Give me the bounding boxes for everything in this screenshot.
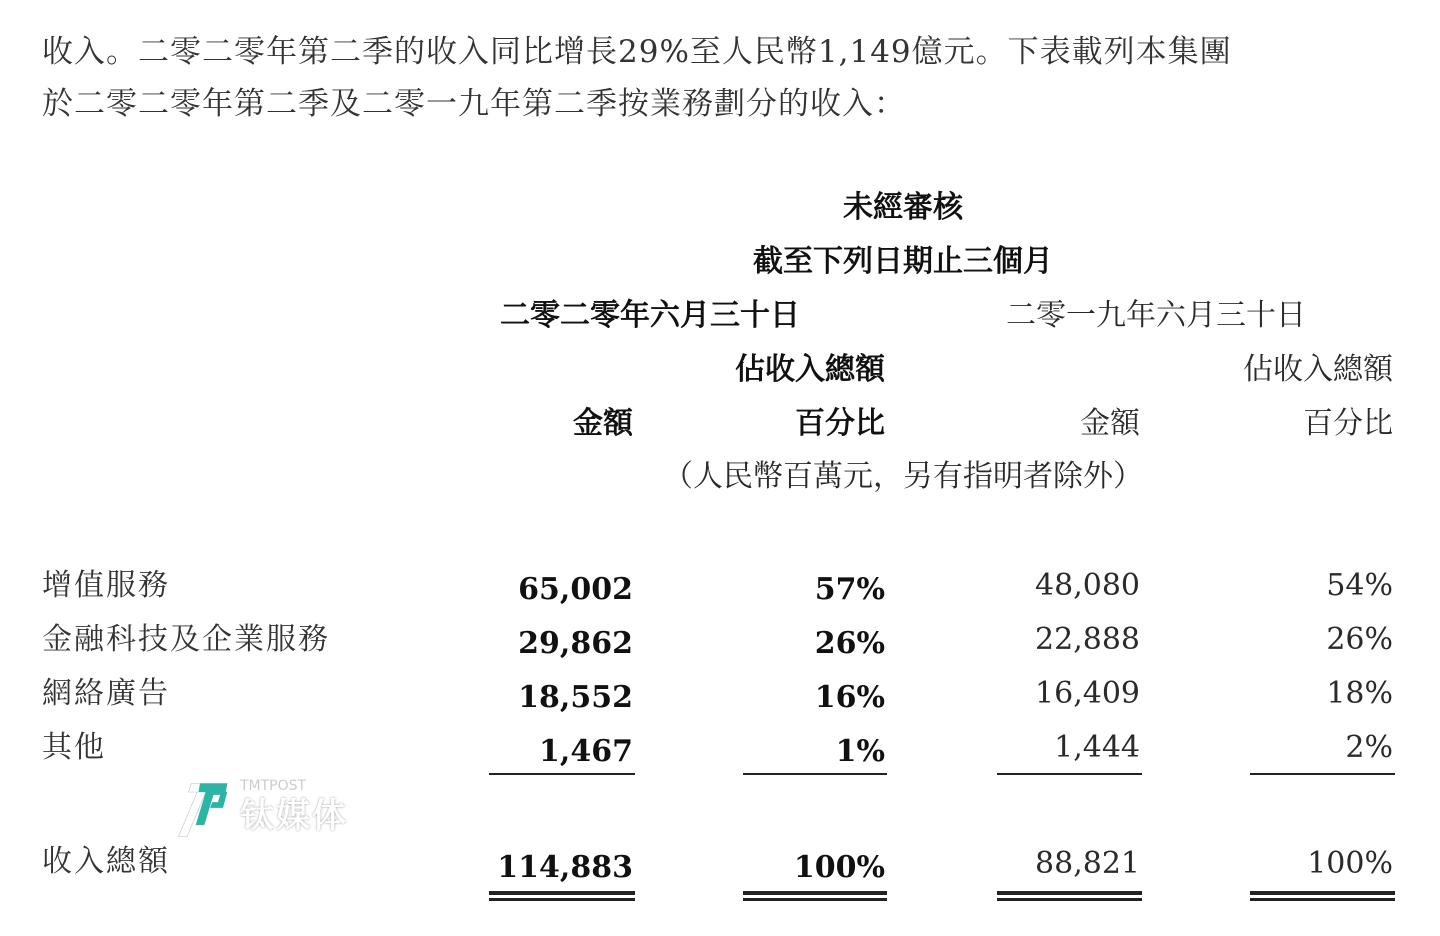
total-amount-2019: 88,821 bbox=[1035, 846, 1140, 881]
amount-2019: 22,888 bbox=[1035, 622, 1140, 657]
pct-2019: 26% bbox=[1326, 622, 1393, 657]
pct-2020: 57% bbox=[814, 572, 885, 607]
pct-2020: 26% bbox=[814, 626, 885, 661]
total-pct-2020: 100% bbox=[793, 850, 885, 885]
subtotal-rule bbox=[489, 773, 635, 775]
header-amount-2019: 金額 bbox=[1080, 406, 1140, 441]
amount-2019: 16,409 bbox=[1035, 676, 1140, 711]
header-date-2019: 二零一九年六月三十日 bbox=[1006, 298, 1306, 333]
header-pct-of-total-2019: 佔收入總額 bbox=[1243, 352, 1393, 387]
pct-2019: 18% bbox=[1326, 676, 1393, 711]
header-percent-2019: 百分比 bbox=[1303, 406, 1393, 441]
watermark-cn: 钛媒体 bbox=[240, 796, 348, 836]
tmtpost-logo-icon bbox=[150, 782, 250, 838]
header-pct-of-total-2020: 佔收入總額 bbox=[735, 352, 885, 387]
total-label: 收入總額 bbox=[42, 844, 170, 879]
intro-line-1: 收入。二零二零年第二季的收入同比增長29%至人民幣1,149億元。下表載列本集團 bbox=[42, 34, 1232, 70]
header-percent-2020: 百分比 bbox=[795, 406, 885, 441]
subtotal-rule bbox=[1250, 773, 1395, 775]
amount-2019: 48,080 bbox=[1035, 568, 1140, 603]
amount-2020: 65,002 bbox=[518, 572, 633, 607]
total-amount-2020: 114,883 bbox=[497, 850, 633, 885]
subtotal-rule bbox=[997, 773, 1142, 775]
intro-line-2: 於二零二零年第二季及二零一九年第二季按業務劃分的收入： bbox=[42, 86, 906, 122]
total-double-rule bbox=[489, 891, 635, 901]
header-period: 截至下列日期止三個月 bbox=[753, 244, 1053, 279]
amount-2019: 1,444 bbox=[1054, 730, 1140, 765]
amount-2020: 1,467 bbox=[539, 734, 633, 769]
amount-2020: 18,552 bbox=[518, 680, 633, 715]
header-amount-2020: 金額 bbox=[573, 406, 633, 441]
pct-2020: 1% bbox=[835, 734, 885, 769]
header-unaudited: 未經審核 bbox=[843, 190, 963, 225]
amount-2020: 29,862 bbox=[518, 626, 633, 661]
row-label: 網絡廣告 bbox=[42, 676, 170, 711]
row-label: 其他 bbox=[42, 730, 106, 765]
watermark-en: TMTPOST bbox=[240, 778, 307, 794]
total-double-rule bbox=[1250, 891, 1395, 901]
row-label: 金融科技及企業服務 bbox=[42, 622, 330, 657]
pct-2019: 2% bbox=[1345, 730, 1393, 765]
header-date-2020: 二零二零年六月三十日 bbox=[500, 298, 800, 333]
unit-note: （人民幣百萬元，另有指明者除外） bbox=[663, 459, 1143, 494]
pct-2019: 54% bbox=[1326, 568, 1393, 603]
row-label: 增值服務 bbox=[42, 568, 170, 603]
total-double-rule bbox=[997, 891, 1142, 901]
pct-2020: 16% bbox=[814, 680, 885, 715]
total-double-rule bbox=[743, 891, 887, 901]
subtotal-rule bbox=[743, 773, 887, 775]
total-pct-2019: 100% bbox=[1307, 846, 1393, 881]
